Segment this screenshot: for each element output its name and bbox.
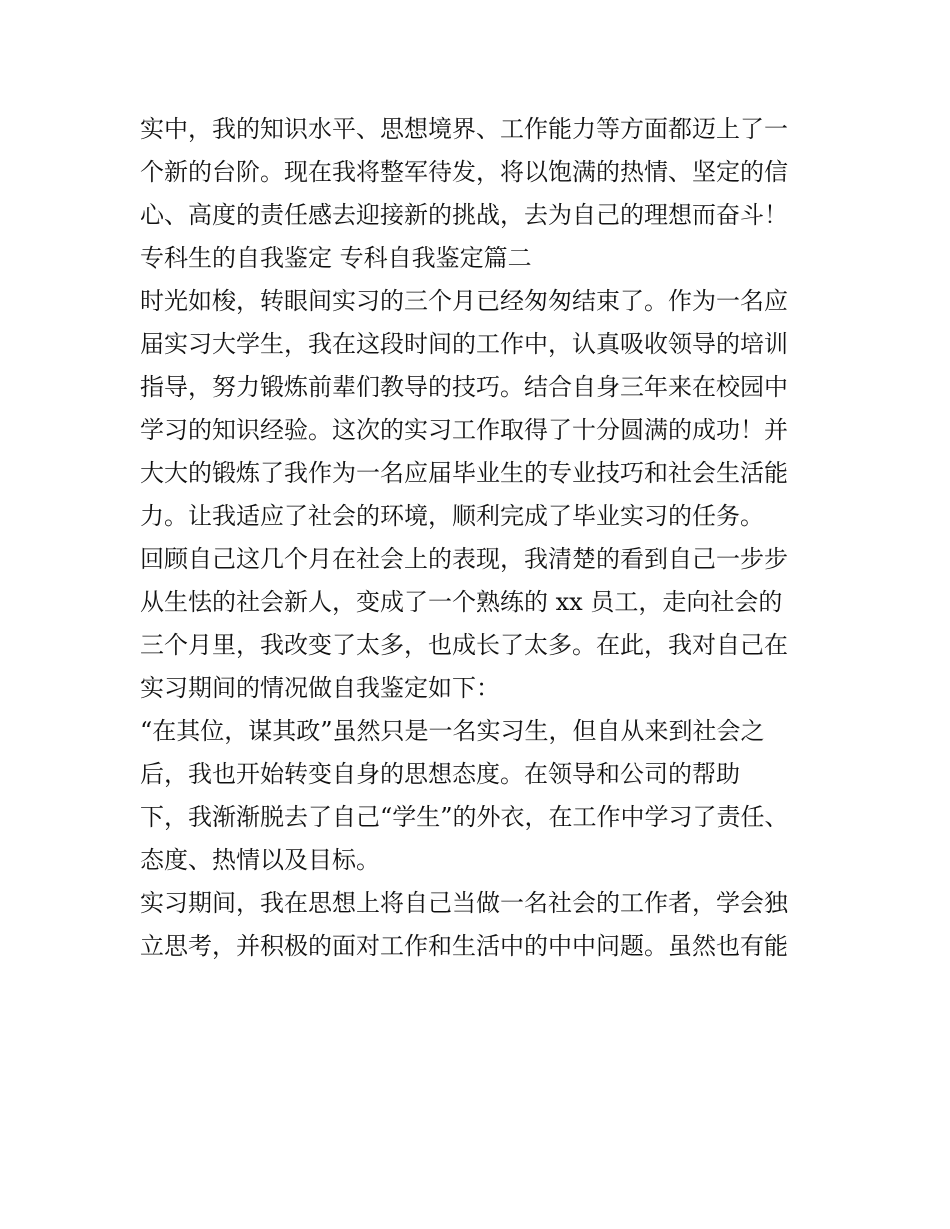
text-line: 下，我渐渐脱去了自己“学生”的外衣，在工作中学习了责任、: [140, 803, 789, 831]
text-line: 实习期间，我在思想上将自己当做一名社会的工作者，学会独: [140, 889, 788, 917]
text-line: 心、高度的责任感去迎接新的挑战，去为自己的理想而奋斗！: [140, 201, 788, 229]
text-line: 从生怯的社会新人，变成了一个熟练的 xx 员工，走向社会的: [140, 588, 783, 616]
text-line: 后，我也开始转变自身的思想态度。在领导和公司的帮助: [140, 760, 740, 788]
text-line: “在其位，谋其政”虽然只是一名实习生，但自从来到社会之: [140, 717, 765, 745]
text-line: 三个月里，我改变了太多，也成长了太多。在此，我对自己在: [140, 631, 788, 659]
text-line: 个新的台阶。现在我将整军待发，将以饱满的热情、坚定的信: [140, 158, 788, 186]
text-line: 学习的知识经验。这次的实习工作取得了十分圆满的成功！并: [140, 416, 788, 444]
text-line: 力。让我适应了社会的环境，顺利完成了毕业实习的任务。: [140, 502, 764, 530]
section-heading: 专科生的自我鉴定 专科自我鉴定篇二: [140, 244, 532, 272]
text-line: 立思考，并积极的面对工作和生活中的中中问题。虽然也有能: [140, 932, 788, 960]
text-line: 时光如梭，转眼间实习的三个月已经匆匆结束了。作为一名应: [140, 287, 788, 315]
text-line: 实习期间的情况做自我鉴定如下：: [140, 674, 500, 702]
text-line: 实中，我的知识水平、思想境界、工作能力等方面都迈上了一: [140, 115, 788, 143]
document-body: [140, 108, 820, 968]
text-line: 届实习大学生，我在这段时间的工作中，认真吸收领导的培训: [140, 330, 788, 358]
text-line: 大大的锻炼了我作为一名应届毕业生的专业技巧和社会生活能: [140, 459, 788, 487]
text-line: 指导，努力锻炼前辈们教导的技巧。结合自身三年来在校园中: [140, 373, 788, 401]
text-line: 回顾自己这几个月在社会上的表现，我清楚的看到自己一步步: [140, 545, 788, 573]
text-line: 态度、热情以及目标。: [140, 846, 380, 874]
